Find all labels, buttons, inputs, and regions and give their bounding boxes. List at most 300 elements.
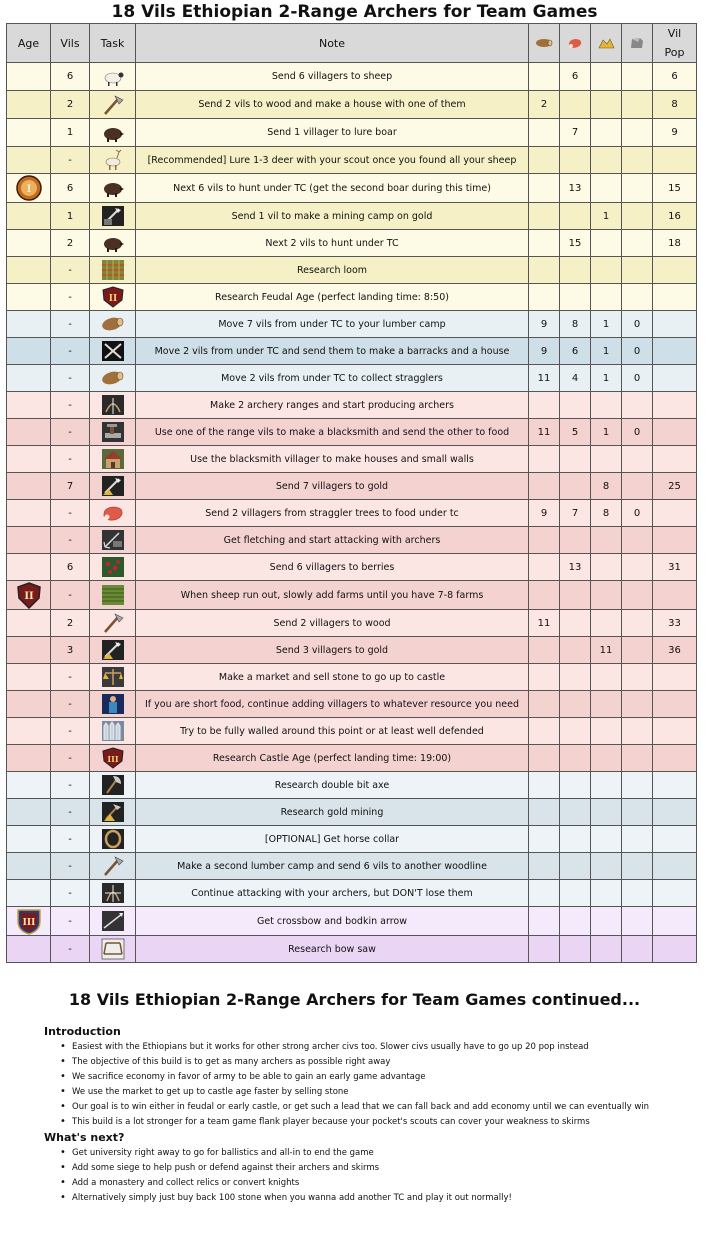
stone-cell [622, 284, 653, 311]
task-cell [90, 284, 136, 311]
food-cell: 13 [560, 174, 591, 203]
stone-cell [622, 691, 653, 718]
stone-cell [622, 527, 653, 554]
gold-cell: 11 [591, 637, 622, 664]
vils-cell: - [51, 311, 90, 338]
wood-cell: 11 [529, 365, 560, 392]
task-cell [90, 500, 136, 527]
wood-cell [529, 581, 560, 610]
task-cell [90, 91, 136, 119]
stone-cell [622, 581, 653, 610]
vils-cell: - [51, 500, 90, 527]
task-cell [90, 664, 136, 691]
wood-cell [529, 473, 560, 500]
stone-cell [622, 826, 653, 853]
table-row [7, 610, 697, 637]
vil-pop-cell: 36 [653, 637, 697, 664]
food-cell [560, 610, 591, 637]
table-row [7, 257, 697, 284]
note-cell: Get crossbow and bodkin arrow [136, 907, 529, 936]
deer-icon [101, 149, 125, 171]
vils-cell: - [51, 799, 90, 826]
table-row [7, 419, 697, 446]
stone-cell: 0 [622, 419, 653, 446]
list-item: • This build is a lot stronger for a team game flank player because your pocket's scouts can cover your weakness to skirms [70, 1116, 669, 1128]
wood-cell [529, 772, 560, 799]
food-cell [560, 581, 591, 610]
age-cell [7, 581, 51, 610]
stone-cell [622, 853, 653, 880]
loom-icon [101, 259, 125, 281]
vil-pop-cell [653, 936, 697, 963]
gold-cell [591, 610, 622, 637]
task-cell [90, 527, 136, 554]
wood-cell [529, 936, 560, 963]
header-food [560, 24, 591, 63]
table-row [7, 637, 697, 664]
vil-pop-cell [653, 581, 697, 610]
table-row [7, 203, 697, 230]
crossbow-icon [101, 910, 125, 932]
age-3-icon [15, 907, 43, 935]
wood-cell [529, 637, 560, 664]
wood-cell: 11 [529, 610, 560, 637]
wood-cell [529, 203, 560, 230]
vils-cell: - [51, 880, 90, 907]
table-row [7, 174, 697, 203]
vil-pop-cell [653, 718, 697, 745]
horse-collar-icon [101, 828, 125, 850]
villager-icon [101, 693, 125, 715]
header-vil-pop-line1: Vil [667, 27, 682, 40]
table-row [7, 907, 697, 936]
vils-cell: - [51, 691, 90, 718]
vil-pop-cell: 18 [653, 230, 697, 257]
task-cell [90, 745, 136, 772]
wood-icon [101, 313, 125, 335]
bow-saw-icon [101, 938, 125, 960]
table-row [7, 554, 697, 581]
task-cell [90, 230, 136, 257]
header-stone [622, 24, 653, 63]
header-vils: Vils [51, 24, 90, 63]
gold-cell [591, 284, 622, 311]
note-cell: Move 2 vils from under TC and send them to make a barracks and a house [136, 338, 529, 365]
stone-cell [622, 610, 653, 637]
wood-cell [529, 718, 560, 745]
palisade-wall-icon [101, 720, 125, 742]
gold-cell [591, 63, 622, 91]
gold-cell [591, 174, 622, 203]
note-cell: Research Castle Age (perfect landing time: 19:00) [136, 745, 529, 772]
note-cell: Send 7 villagers to gold [136, 473, 529, 500]
vils-cell: - [51, 826, 90, 853]
table-row [7, 147, 697, 174]
note-cell: Send 1 vil to make a mining camp on gold [136, 203, 529, 230]
vil-pop-cell [653, 772, 697, 799]
mining-camp-icon [101, 205, 125, 227]
wood-cell [529, 147, 560, 174]
age-cell [7, 392, 51, 419]
vils-cell: 6 [51, 174, 90, 203]
food-cell [560, 718, 591, 745]
table-row [7, 853, 697, 880]
stone-icon [628, 36, 646, 50]
note-cell: Send 6 villagers to sheep [136, 63, 529, 91]
vils-cell: - [51, 419, 90, 446]
age-cell [7, 311, 51, 338]
gold-cell: 1 [591, 311, 622, 338]
build-order-body [7, 63, 697, 963]
list-item: • Our goal is to win either in feudal or early castle, or get such a lead that we can fall back and add economy until we can eventually win [70, 1101, 669, 1113]
intro-list [70, 1041, 669, 1128]
note-cell: Research Feudal Age (perfect landing time: 8:50) [136, 284, 529, 311]
wood-cell [529, 174, 560, 203]
gold-cell [591, 230, 622, 257]
double-bit-axe-icon [101, 774, 125, 796]
vil-pop-cell [653, 338, 697, 365]
vils-cell: - [51, 392, 90, 419]
list-item: • We sacrifice economy in favor of army to be able to gain an early game advantage [70, 1071, 669, 1083]
gold-cell [591, 772, 622, 799]
note-cell: Make a market and sell stone to go up to castle [136, 664, 529, 691]
svg-text:I: I [26, 184, 31, 195]
food-cell: 8 [560, 311, 591, 338]
svg-text:II: II [108, 294, 117, 304]
stone-cell: 0 [622, 500, 653, 527]
wood-cell [529, 257, 560, 284]
note-cell: If you are short food, continue adding villagers to whatever resource you need [136, 691, 529, 718]
note-cell: Next 2 vils to hunt under TC [136, 230, 529, 257]
swords-icon [101, 340, 125, 362]
age-cell [7, 907, 51, 936]
table-header-row [7, 24, 697, 63]
stone-cell [622, 880, 653, 907]
vil-pop-cell [653, 365, 697, 392]
vils-cell: 2 [51, 230, 90, 257]
castle-age-icon [101, 747, 125, 769]
wood-cell [529, 527, 560, 554]
task-cell [90, 257, 136, 284]
gold-cell [591, 853, 622, 880]
food-cell [560, 826, 591, 853]
food-cell: 5 [560, 419, 591, 446]
boar-icon [101, 177, 125, 199]
note-cell: Research gold mining [136, 799, 529, 826]
age-cell [7, 637, 51, 664]
age-cell [7, 826, 51, 853]
vils-cell: - [51, 147, 90, 174]
table-row [7, 230, 697, 257]
wood-cell [529, 446, 560, 473]
age-cell [7, 880, 51, 907]
food-cell: 6 [560, 63, 591, 91]
feudal-age-icon [101, 286, 125, 308]
task-cell [90, 63, 136, 91]
vils-cell: - [51, 527, 90, 554]
age-cell [7, 119, 51, 147]
vil-pop-cell [653, 392, 697, 419]
gold-cell: 1 [591, 365, 622, 392]
gold-mining-tech-icon [101, 801, 125, 823]
food-cell: 6 [560, 338, 591, 365]
archer-icon [101, 882, 125, 904]
task-cell [90, 338, 136, 365]
task-cell [90, 119, 136, 147]
stone-cell [622, 91, 653, 119]
table-row [7, 799, 697, 826]
note-cell: Make a second lumber camp and send 6 vils to another woodline [136, 853, 529, 880]
sheep-icon [101, 66, 125, 88]
food-cell [560, 936, 591, 963]
task-cell [90, 554, 136, 581]
task-cell [90, 311, 136, 338]
age-cell [7, 230, 51, 257]
stone-cell [622, 446, 653, 473]
vil-pop-cell: 9 [653, 119, 697, 147]
stone-cell [622, 230, 653, 257]
age-cell [7, 174, 51, 203]
stone-cell [622, 147, 653, 174]
svg-text:III: III [106, 754, 119, 764]
gold-cell [591, 527, 622, 554]
gold-cell [591, 446, 622, 473]
food-cell [560, 257, 591, 284]
wood-cell [529, 284, 560, 311]
food-cell [560, 446, 591, 473]
list-item: • Add some siege to help push or defend against their archers and skirms [70, 1162, 669, 1174]
table-row [7, 473, 697, 500]
gold-icon [597, 36, 615, 50]
table-row [7, 581, 697, 610]
task-cell [90, 637, 136, 664]
stone-cell: 0 [622, 365, 653, 392]
vil-pop-cell: 31 [653, 554, 697, 581]
wood-icon [535, 36, 553, 50]
task-cell [90, 907, 136, 936]
vil-pop-cell [653, 826, 697, 853]
task-cell [90, 853, 136, 880]
age-cell [7, 610, 51, 637]
vil-pop-cell [653, 853, 697, 880]
gold-cell [591, 826, 622, 853]
svg-text:III: III [22, 918, 35, 928]
age-cell [7, 554, 51, 581]
gold-cell [591, 691, 622, 718]
wood-cell [529, 826, 560, 853]
table-row [7, 826, 697, 853]
task-cell [90, 610, 136, 637]
food-cell [560, 745, 591, 772]
vil-pop-cell [653, 907, 697, 936]
task-cell [90, 581, 136, 610]
boar-icon [101, 122, 125, 144]
gold-cell [591, 554, 622, 581]
vils-cell: - [51, 745, 90, 772]
food-cell: 7 [560, 119, 591, 147]
vils-cell: 3 [51, 637, 90, 664]
gold-cell [591, 91, 622, 119]
vils-cell: - [51, 853, 90, 880]
gold-cell [591, 936, 622, 963]
wood-cell [529, 63, 560, 91]
age-cell [7, 772, 51, 799]
vil-pop-cell: 8 [653, 91, 697, 119]
vils-cell: - [51, 338, 90, 365]
gold-cell [591, 799, 622, 826]
stone-cell [622, 257, 653, 284]
stone-cell [622, 473, 653, 500]
task-cell [90, 772, 136, 799]
vil-pop-cell [653, 799, 697, 826]
food-cell [560, 284, 591, 311]
blacksmith-icon [101, 421, 125, 443]
age-2-icon [15, 581, 43, 609]
vil-pop-cell [653, 419, 697, 446]
archery-range-icon [101, 394, 125, 416]
food-cell [560, 203, 591, 230]
wood-icon [101, 367, 125, 389]
age-cell [7, 664, 51, 691]
gold-cell [591, 880, 622, 907]
vils-cell: - [51, 257, 90, 284]
food-cell [560, 527, 591, 554]
table-row [7, 936, 697, 963]
gold-cell [591, 119, 622, 147]
vils-cell: 6 [51, 554, 90, 581]
stone-cell [622, 63, 653, 91]
vil-pop-cell [653, 880, 697, 907]
header-gold [591, 24, 622, 63]
note-cell: Make 2 archery ranges and start producing archers [136, 392, 529, 419]
market-icon [101, 666, 125, 688]
vil-pop-cell [653, 500, 697, 527]
task-cell [90, 147, 136, 174]
note-cell: Move 7 vils from under TC to your lumber camp [136, 311, 529, 338]
table-row [7, 500, 697, 527]
note-cell: Send 2 villagers from straggler trees to food under tc [136, 500, 529, 527]
table-row [7, 446, 697, 473]
age-cell [7, 257, 51, 284]
gold-cell: 8 [591, 473, 622, 500]
vil-pop-cell: 6 [653, 63, 697, 91]
vils-cell: - [51, 581, 90, 610]
vil-pop-cell [653, 691, 697, 718]
header-wood [529, 24, 560, 63]
food-cell: 15 [560, 230, 591, 257]
age-cell [7, 419, 51, 446]
task-cell [90, 799, 136, 826]
gold-cell: 1 [591, 338, 622, 365]
list-item: • We use the market to get up to castle age faster by selling stone [70, 1086, 669, 1098]
next-heading: What's next? [44, 1131, 125, 1144]
continued-section [0, 985, 709, 1207]
age-1-icon [15, 174, 43, 202]
vils-cell: 7 [51, 473, 90, 500]
note-cell: Research bow saw [136, 936, 529, 963]
stone-cell [622, 799, 653, 826]
stone-cell [622, 119, 653, 147]
food-icon [566, 36, 584, 50]
age-cell [7, 718, 51, 745]
food-cell [560, 147, 591, 174]
task-cell [90, 826, 136, 853]
vils-cell: - [51, 284, 90, 311]
task-cell [90, 392, 136, 419]
age-cell [7, 691, 51, 718]
stone-cell [622, 392, 653, 419]
list-item: • Get university right away to go for ballistics and all-in to end the game [70, 1147, 669, 1159]
note-cell: Move 2 vils from under TC to collect stragglers [136, 365, 529, 392]
wood-cell [529, 799, 560, 826]
food-cell: 4 [560, 365, 591, 392]
vils-cell: - [51, 936, 90, 963]
age-cell [7, 473, 51, 500]
vils-cell: - [51, 718, 90, 745]
stone-cell [622, 554, 653, 581]
gold-cell: 1 [591, 203, 622, 230]
stone-cell: 0 [622, 338, 653, 365]
wood-cell [529, 907, 560, 936]
table-row [7, 338, 697, 365]
age-cell [7, 365, 51, 392]
note-cell: Get fletching and start attacking with archers [136, 527, 529, 554]
vils-cell: 6 [51, 63, 90, 91]
stone-cell [622, 203, 653, 230]
vil-pop-cell: 25 [653, 473, 697, 500]
note-cell: [OPTIONAL] Get horse collar [136, 826, 529, 853]
note-cell: Research loom [136, 257, 529, 284]
note-cell: Send 3 villagers to gold [136, 637, 529, 664]
age-cell [7, 446, 51, 473]
wood-cell [529, 664, 560, 691]
meat-icon [101, 502, 125, 524]
fletching-icon [101, 529, 125, 551]
note-cell: Continue attacking with your archers, but DON'T lose them [136, 880, 529, 907]
stone-cell [622, 174, 653, 203]
list-item: • Alternatively simply just buy back 100 stone when you wanna add another TC and play it out normally! [70, 1192, 669, 1204]
food-cell: 7 [560, 500, 591, 527]
note-cell: Send 2 villagers to wood [136, 610, 529, 637]
age-cell [7, 147, 51, 174]
list-item: • Easiest with the Ethiopians but it works for other strong archer civs too. Slower civs usually have to go up 20 pop instead [70, 1041, 669, 1053]
vil-pop-cell [653, 257, 697, 284]
wood-cell: 9 [529, 311, 560, 338]
food-cell [560, 772, 591, 799]
task-cell [90, 936, 136, 963]
food-cell [560, 907, 591, 936]
boar-icon [101, 232, 125, 254]
note-cell: Try to be fully walled around this point or at least well defended [136, 718, 529, 745]
food-cell [560, 664, 591, 691]
table-row [7, 718, 697, 745]
vil-pop-cell [653, 664, 697, 691]
note-cell: [Recommended] Lure 1-3 deer with your scout once you found all your sheep [136, 147, 529, 174]
note-cell: Send 2 vils to wood and make a house with one of them [136, 91, 529, 119]
note-cell: When sheep run out, slowly add farms until you have 7-8 farms [136, 581, 529, 610]
vil-pop-cell [653, 147, 697, 174]
gold-cell [591, 581, 622, 610]
wood-cell [529, 745, 560, 772]
header-note: Note [136, 24, 529, 63]
wood-cell [529, 392, 560, 419]
wood-cell [529, 119, 560, 147]
gold-cell [591, 907, 622, 936]
food-cell [560, 691, 591, 718]
food-cell [560, 799, 591, 826]
gold-cell: 1 [591, 419, 622, 446]
build-order-table [6, 23, 697, 963]
